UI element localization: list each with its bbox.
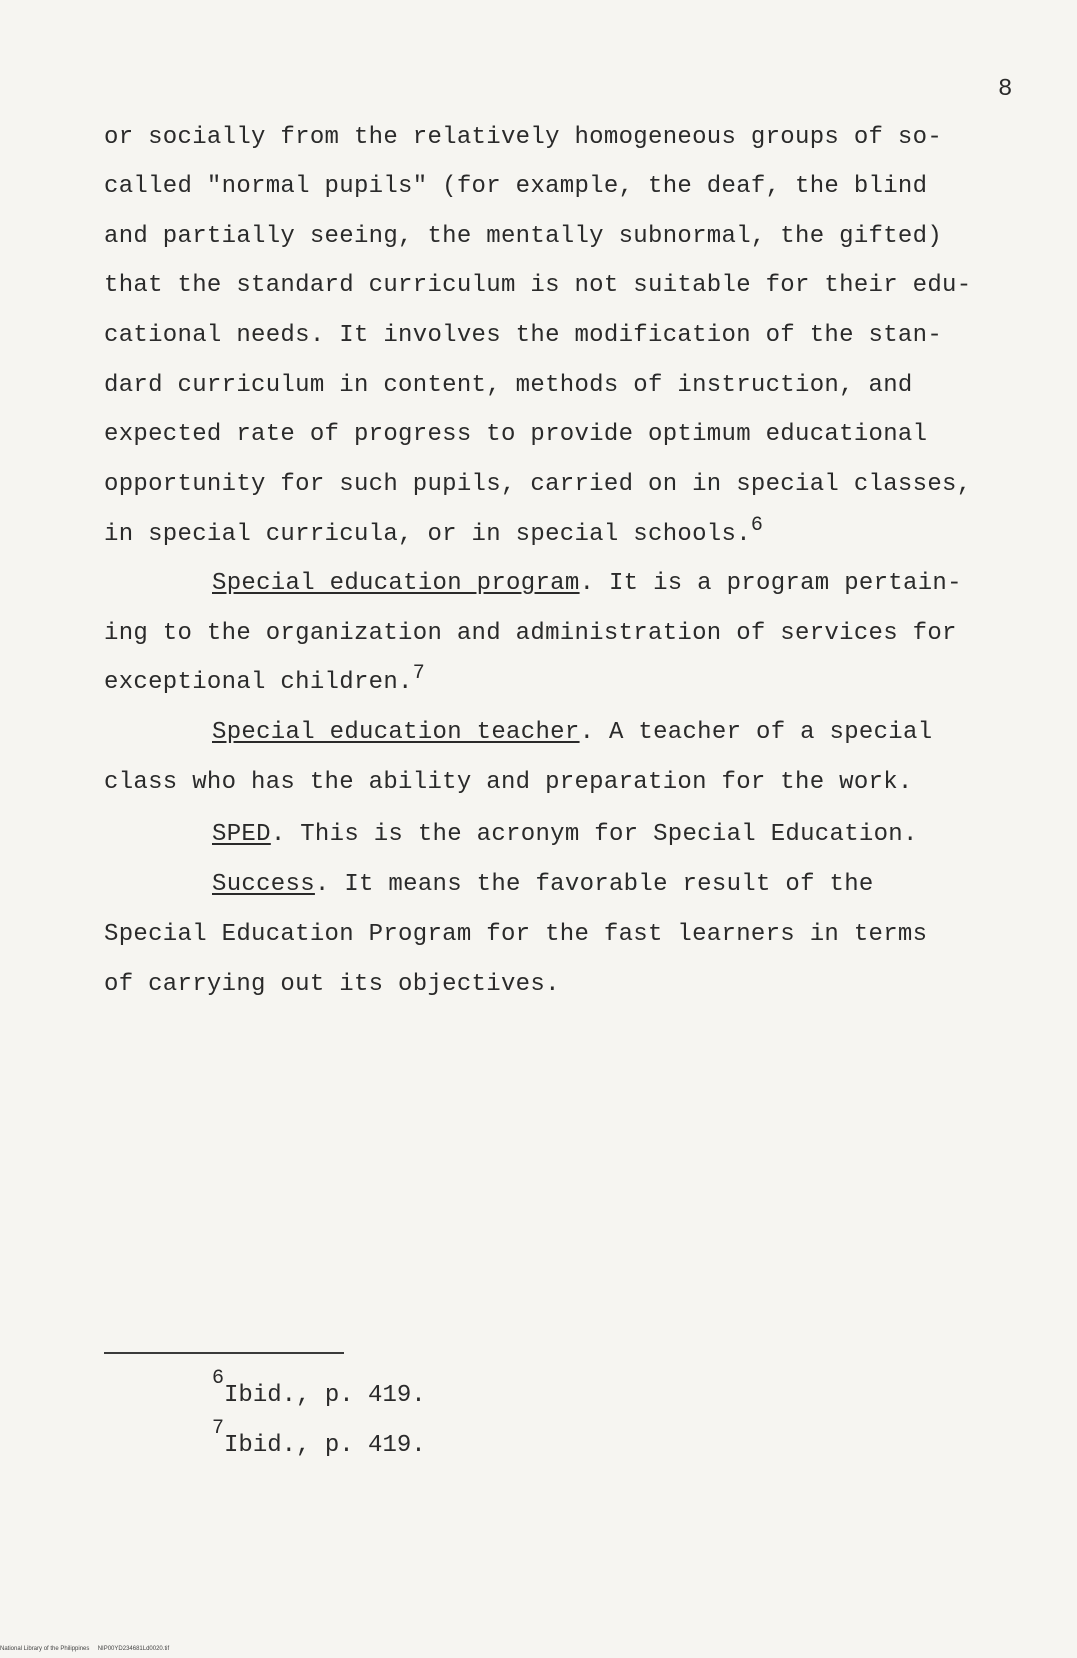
program-line-2: ing to the organization and administration of services for — [104, 620, 957, 647]
page-number: 8 — [998, 76, 1013, 103]
body-line-9 — [104, 514, 764, 548]
library-stamp: National Library of the Philippines NIP00YD234681Ld0020.tif — [0, 1646, 170, 1652]
footnote-6 — [212, 1367, 426, 1409]
teacher-text: . A teacher of a special — [579, 719, 933, 746]
body-line-2: called "normal pupils" (for example, the deaf, the blind — [104, 173, 928, 200]
body-line-6: dard curriculum in content, methods of instruction, and — [104, 372, 913, 399]
program-definition — [212, 570, 962, 597]
success-definition — [212, 871, 874, 898]
footnote-ref-6: 6 — [750, 514, 764, 537]
success-line-2: Special Education Program for the fast learners in terms — [104, 921, 928, 948]
footnote-6-text: Ibid., p. 419. — [224, 1382, 426, 1409]
footnote-7-text: Ibid., p. 419. — [224, 1432, 426, 1459]
body-line-3: and partially seeing, the mentally subnormal, the gifted) — [104, 223, 943, 250]
success-text: . It means the favorable result of the — [314, 871, 874, 898]
body-line-1: or socially from the relatively homogeneous groups of so- — [104, 124, 943, 151]
term-special-education-teacher: Special education teacher — [212, 719, 580, 746]
footnote-6-number: 6 — [212, 1367, 225, 1390]
body-line-8: opportunity for such pupils, carried on in special classes, — [104, 471, 972, 498]
term-special-education-program: Special education program — [212, 570, 580, 597]
body-line-5: cational needs. It involves the modification of the stan- — [104, 322, 943, 349]
teacher-line-2: class who has the ability and preparation for the work. — [104, 769, 913, 796]
program-text: . It is a program pertain- — [579, 570, 962, 597]
program-line-3-text: exceptional children. — [104, 669, 413, 696]
body-line-9-text: in special curricula, or in special schools. — [104, 521, 751, 548]
sped-text: . This is the acronym for Special Education. — [270, 821, 918, 848]
body-line-4: that the standard curriculum is not suitable for their edu- — [104, 272, 972, 299]
sped-definition — [212, 821, 918, 848]
footnote-7-number: 7 — [212, 1417, 225, 1440]
body-line-7: expected rate of progress to provide optimum educational — [104, 421, 928, 448]
teacher-definition — [212, 719, 932, 746]
term-sped: SPED — [212, 821, 271, 848]
term-success: Success — [212, 871, 315, 898]
success-line-3: of carrying out its objectives. — [104, 971, 560, 998]
footnote-divider — [104, 1352, 344, 1354]
footnote-ref-7: 7 — [412, 662, 426, 685]
program-line-3 — [104, 662, 426, 696]
footnote-7 — [212, 1417, 426, 1459]
